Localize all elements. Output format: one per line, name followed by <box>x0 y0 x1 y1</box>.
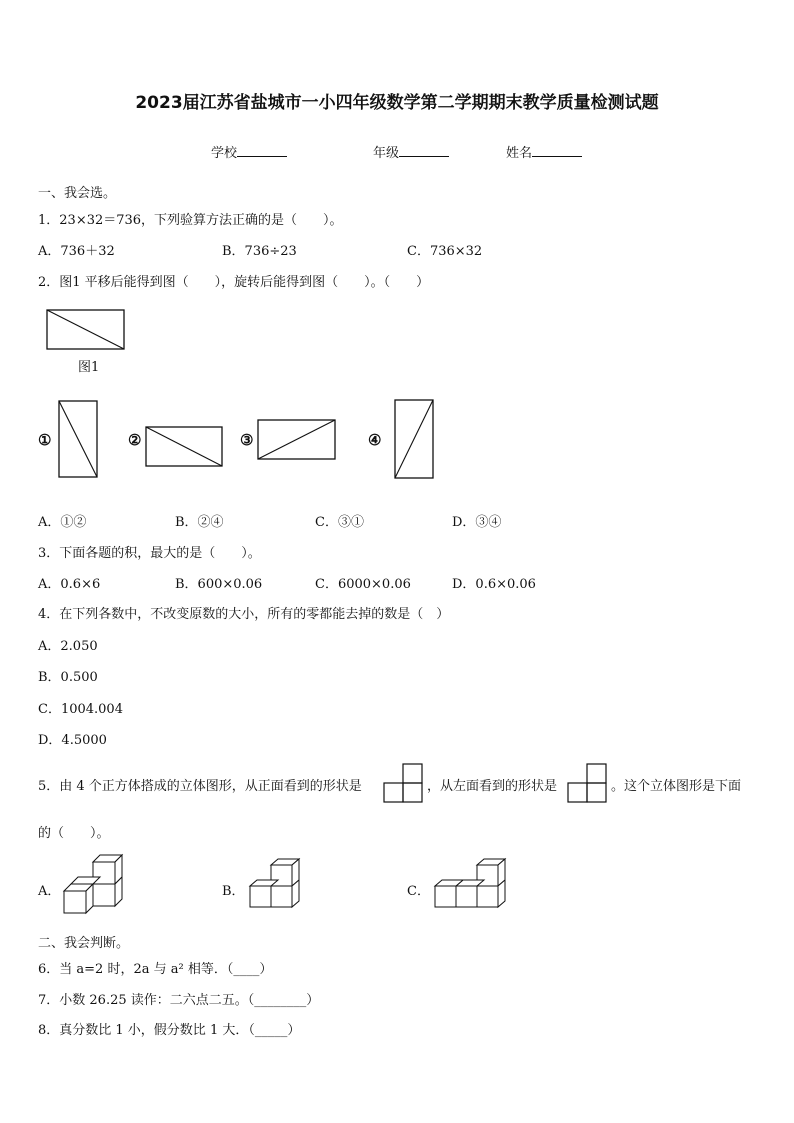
school-blank[interactable] <box>237 142 287 157</box>
q2-option-d[interactable]: D．③④ <box>452 515 502 530</box>
q3-option-a[interactable]: A．0.6×6 <box>38 577 101 592</box>
figure-label-3: ③ <box>240 431 254 449</box>
q2-option-a[interactable]: A．①② <box>38 515 87 530</box>
grade-blank[interactable] <box>399 142 449 157</box>
figure-label-2: ② <box>128 431 142 449</box>
q5-option-a-cubes[interactable] <box>62 854 126 918</box>
question-7: 7．小数 26.25 读作：二六点二五。（________） <box>38 993 320 1008</box>
grade-label: 年级 <box>373 146 400 161</box>
question-5-part-3: 。这个立体图形是下面 <box>611 779 742 794</box>
figure-option-1 <box>58 400 100 480</box>
left-view-shape <box>567 763 609 803</box>
q3-option-b[interactable]: B．600×0.06 <box>175 577 263 592</box>
q3-option-c[interactable]: C．6000×0.06 <box>315 577 411 592</box>
q1-option-a[interactable]: A．736＋32 <box>38 244 115 259</box>
section-1-heading: 一、我会选。 <box>38 186 117 201</box>
q5-option-c-label[interactable]: C． <box>407 884 430 899</box>
name-blank[interactable] <box>532 142 582 157</box>
question-3: 3．下面各题的积，最大的是（ ）。 <box>38 546 261 561</box>
q4-option-d[interactable]: D．4.5000 <box>38 733 107 748</box>
q2-option-c[interactable]: C．③① <box>315 515 364 530</box>
name-field[interactable] <box>506 142 582 161</box>
grade-field[interactable] <box>373 142 449 161</box>
figure-option-3 <box>257 419 337 461</box>
q2-option-b[interactable]: B．②④ <box>175 515 224 530</box>
question-5-line-2: 的（ ）。 <box>38 826 110 841</box>
page-title: 2023届江苏省盐城市一小四年级数学第二学期期末教学质量检测试题 <box>135 93 659 113</box>
figure-1-caption: 图1 <box>78 360 100 375</box>
question-8: 8．真分数比 1 小，假分数比 1 大．（_____） <box>38 1023 301 1038</box>
front-view-shape <box>383 763 425 803</box>
q3-option-d[interactable]: D．0.6×0.06 <box>452 577 536 592</box>
q5-option-c-cubes[interactable] <box>432 858 508 914</box>
figure-option-4 <box>394 399 436 481</box>
question-6: 6．当 a=2 时，2a 与 a² 相等．（____） <box>38 962 273 977</box>
q5-option-a-label[interactable]: A． <box>38 884 61 899</box>
q4-option-a[interactable]: A．2.050 <box>38 639 98 654</box>
figure-option-2 <box>145 426 225 468</box>
q1-option-b[interactable]: B．736÷23 <box>222 244 297 259</box>
school-field[interactable] <box>211 142 287 161</box>
question-2: 2．图1 平移后能得到图（ ），旋转后能得到图（ ）。（ ） <box>38 275 430 290</box>
q5-option-b-label[interactable]: B． <box>222 884 245 899</box>
question-4: 4．在下列各数中，不改变原数的大小，所有的零都能去掉的数是（ ） <box>38 607 450 622</box>
figure-1-rectangle <box>46 309 126 351</box>
figure-label-1: ① <box>38 431 52 449</box>
q4-option-c[interactable]: C．1004.004 <box>38 702 123 717</box>
school-label: 学校 <box>211 146 238 161</box>
section-2-heading: 二、我会判断。 <box>38 936 130 951</box>
name-label: 姓名 <box>506 146 533 161</box>
q4-option-b[interactable]: B．0.500 <box>38 670 98 685</box>
question-5-part-2: ，从左面看到的形状是 <box>427 779 558 794</box>
q5-option-b-cubes[interactable] <box>247 858 307 914</box>
question-5-part-1: 5．由 4 个正方体搭成的立体图形，从正面看到的形状是 <box>38 779 362 794</box>
question-1: 1．23×32＝736，下列验算方法正确的是（ ）。 <box>38 213 343 228</box>
figure-label-4: ④ <box>368 431 382 449</box>
q1-option-c[interactable]: C．736×32 <box>407 244 483 259</box>
